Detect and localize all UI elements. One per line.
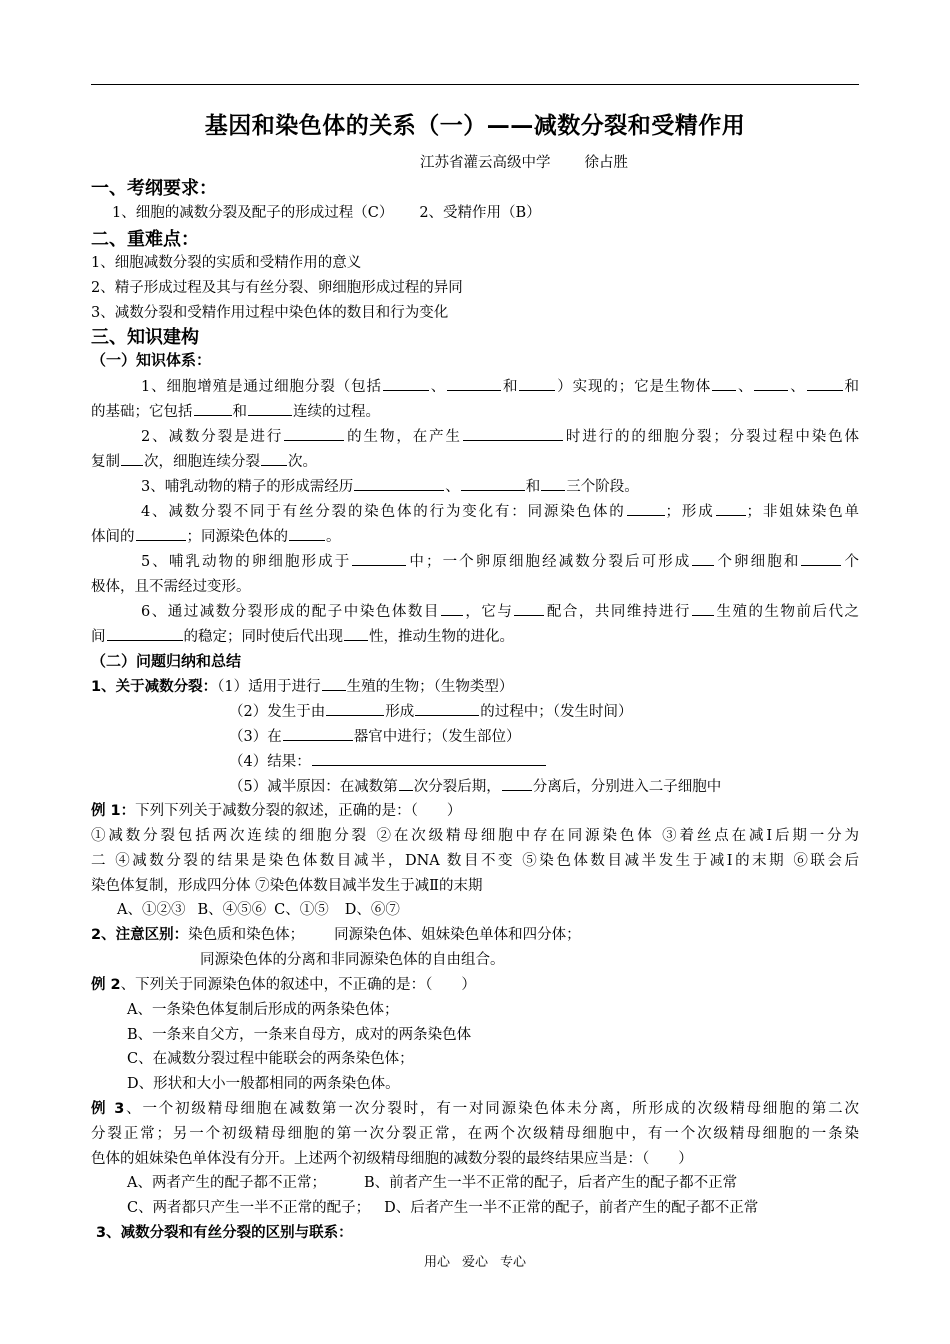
subsection-heading: （二）问题归纳和总结 — [91, 652, 242, 670]
fill-blank — [692, 551, 714, 566]
footer-text: 爱心 — [461, 1255, 488, 1270]
keypoint-item: 1、细胞减数分裂的实质和受精作用的意义 — [91, 255, 362, 271]
text: 三个阶段。 — [566, 479, 639, 495]
paragraph-1-line-2 — [91, 400, 380, 421]
fill-blank — [541, 476, 565, 491]
fill-blank — [283, 726, 353, 741]
footer-text: 专心 — [500, 1255, 527, 1270]
text: 配合，共同维持进行 — [545, 604, 691, 620]
text: 生殖的生物；（生物类型） — [346, 679, 514, 695]
fill-blank — [344, 626, 368, 641]
text: ；形成 — [665, 504, 715, 520]
question-label: 1、关于减数分裂： — [91, 679, 218, 695]
text: 中；一个卵原细胞经减数分裂后可形成 — [407, 554, 692, 570]
text: 5、哺乳动物的卵细胞形成于 — [141, 554, 352, 570]
example-1-line-1: ①减数分裂包括两次连续的细胞分裂 ②在次级精母细胞中存在同源染色体 ③着丝点在减Ⅰ后期一分为 — [91, 828, 859, 844]
example-label: 例 2 — [91, 977, 121, 993]
paragraph-5-line-2: 极体，且不需经过变形。 — [91, 579, 251, 595]
fill-blank — [289, 526, 325, 541]
fill-blank — [712, 376, 736, 391]
question-label: 2、注意区别： — [91, 927, 189, 943]
paragraph-4-line-2 — [91, 525, 341, 546]
option: D、后者产生一半不正常的配子，前者产生的配子都不正常 — [384, 1200, 759, 1216]
example-3-line-2: 分裂正常；另一个初级精母细胞的第一次分裂正常，在两个次级精母细胞中，有一个次级精母细胞的一条染 — [91, 1126, 859, 1142]
fill-blank — [415, 701, 479, 716]
author-school: 江苏省灌云高级中学 — [420, 155, 551, 171]
text: 同源染色体、姐妹染色单体和四分体； — [334, 927, 581, 943]
option: A、两者产生的配子都不正常； — [127, 1175, 326, 1191]
example-1-line-2: 二 ④减数分裂的结果是染色体数目减半，DNA 数目不变 ⑤染色体数目减半发生于减Ⅰ的末期 ⑥联会后 — [91, 853, 859, 869]
fill-blank — [107, 626, 183, 641]
example-label: 例 3 — [91, 1101, 125, 1117]
text: 间 — [91, 629, 106, 645]
fill-blank — [352, 551, 406, 566]
option: B、④⑤⑥ — [197, 902, 267, 918]
question-1-item-4 — [229, 750, 547, 771]
text: 和 — [525, 479, 541, 495]
keypoint-item: 2、精子形成过程及其与有丝分裂、卵细胞形成过程的异同 — [91, 280, 463, 296]
example-2-option: B、一条来自父方，一条来自母方，成对的两条染色体 — [127, 1027, 472, 1043]
text: 的基础；它包括 — [91, 404, 193, 420]
author-line — [420, 151, 628, 172]
paragraph-2-line-2 — [91, 450, 317, 471]
text: 形成 — [385, 704, 415, 720]
fill-blank — [461, 476, 525, 491]
text: ）实现的；它是生物体 — [556, 379, 712, 395]
fill-blank — [627, 501, 665, 516]
paragraph-3 — [141, 475, 639, 496]
paragraph-5-line-1 — [91, 550, 859, 571]
example-1-options — [117, 898, 400, 919]
text: 。 — [326, 529, 341, 545]
text: 个 — [842, 554, 859, 570]
text: 3、哺乳动物的精子的形成需经历 — [141, 479, 354, 495]
paragraph-2-line-1 — [91, 425, 859, 446]
text: 、 — [737, 379, 754, 395]
text: （4）结果： — [229, 754, 311, 770]
paragraph-6-line-2 — [91, 625, 514, 646]
text: 2、减数分裂是进行 — [141, 429, 284, 445]
text: （5）减半原因：在减数第 — [229, 779, 398, 795]
example-3-options-cd — [127, 1196, 758, 1217]
fill-blank — [312, 751, 546, 766]
fill-blank — [322, 676, 346, 691]
example-1-stem — [91, 799, 461, 820]
fill-blank — [326, 701, 384, 716]
text: 器官中进行；（发生部位） — [353, 729, 521, 745]
text: 复制 — [91, 454, 120, 470]
section-heading-keypoints: 二、重难点： — [91, 229, 199, 250]
header-rule — [91, 84, 859, 85]
text: 的生物，在产生 — [345, 429, 462, 445]
option: B、前者产生一半不正常的配子，后者产生的配子都不正常 — [363, 1175, 738, 1191]
option: C、两者都只产生一半不正常的配子； — [127, 1200, 371, 1216]
paragraph-1-line-1 — [91, 375, 859, 396]
fill-blank — [447, 376, 501, 391]
text: 分离后，分别进入二子细胞中 — [532, 779, 722, 795]
text: 下列下列关于减数分裂的叙述，正确的是：（ ） — [135, 803, 462, 819]
text: 次分裂后期， — [413, 779, 501, 795]
option: A、①②③ — [117, 902, 186, 918]
question-2-line-2: 同源染色体的分离和非同源染色体的自由组合。 — [200, 952, 505, 968]
example-2-option: A、一条染色体复制后形成的两条染色体； — [127, 1002, 399, 1018]
text: 的过程中；（发生时间） — [480, 704, 633, 720]
fill-blank — [716, 501, 746, 516]
question-1-line-1 — [91, 675, 513, 696]
text: 生殖的生物前后代之 — [714, 604, 859, 620]
footer-text: 用心 — [423, 1255, 450, 1270]
fill-blank — [354, 476, 444, 491]
fill-blank — [194, 401, 232, 416]
fill-blank — [383, 376, 429, 391]
section-heading-knowledge: 三、知识建构 — [91, 327, 199, 348]
fill-blank — [399, 776, 413, 791]
example-3-line-1 — [91, 1097, 859, 1118]
subsection-heading: （一）知识体系： — [91, 351, 212, 369]
text: 次，细胞连续分裂 — [144, 454, 260, 470]
example-3-options-ab — [127, 1171, 737, 1192]
text: 和 — [502, 379, 519, 395]
page-title: 基因和染色体的关系（一）——减数分裂和受精作用 — [204, 113, 746, 139]
text: 、 — [445, 479, 460, 495]
text: ；非姐妹染色单 — [746, 504, 859, 520]
fill-blank — [463, 426, 563, 441]
option: D、⑥⑦ — [344, 902, 400, 918]
text: 染色质和染色体； — [188, 927, 305, 943]
question-3-heading: 3、减数分裂和有丝分裂的区别与联系： — [96, 1225, 353, 1241]
example-1-line-3: 染色体复制，形成四分体 ⑦染色体数目减半发生于减Ⅱ的末期 — [91, 878, 483, 894]
text: （3）在 — [229, 729, 282, 745]
text: 的稳定；同时使后代出现 — [183, 629, 343, 645]
fill-blank — [807, 376, 843, 391]
fill-blank — [801, 551, 841, 566]
option: C、①⑤ — [274, 902, 329, 918]
fill-blank — [514, 601, 544, 616]
page-footer — [0, 1251, 950, 1270]
text: 、 — [789, 379, 806, 395]
paragraph-4-line-1 — [91, 500, 859, 521]
fill-blank — [248, 401, 292, 416]
fill-blank — [502, 776, 532, 791]
fill-blank — [136, 526, 186, 541]
paragraph-6-line-1 — [91, 600, 859, 621]
fill-blank — [121, 451, 143, 466]
section-heading-syllabus: 一、考纲要求： — [91, 178, 217, 199]
text: ；同源染色体的 — [186, 529, 288, 545]
syllabus-item: 1、细胞的减数分裂及配子的形成过程（C） — [112, 205, 394, 221]
text: 次。 — [288, 454, 317, 470]
text: 性，推动生物的进化。 — [369, 629, 514, 645]
fill-blank — [441, 601, 463, 616]
question-1-item-5 — [229, 775, 721, 796]
text: 6、通过减数分裂形成的配子中染色体数目 — [141, 604, 440, 620]
syllabus-items — [112, 201, 541, 222]
question-2-line-1 — [91, 923, 581, 944]
text: （2）发生于由 — [229, 704, 326, 720]
text: 4、减数分裂不同于有丝分裂的染色体的行为变化有：同源染色体的 — [141, 504, 626, 520]
example-2-stem — [91, 973, 476, 994]
fill-blank — [754, 376, 788, 391]
syllabus-item: 2、受精作用（B） — [419, 205, 541, 221]
example-3-line-3: 色体的姐妹染色单体没有分开。上述两个初级精母细胞的减数分裂的最终结果应当是：（ ） — [91, 1151, 693, 1167]
text: 连续的过程。 — [293, 404, 380, 420]
question-1-item-3 — [229, 725, 520, 746]
fill-blank — [692, 601, 714, 616]
text: 和 — [232, 404, 247, 420]
text: 时进行的的细胞分裂；分裂过程中染色体 — [563, 429, 859, 445]
example-2-option: C、在减数分裂过程中能联会的两条染色体； — [127, 1051, 414, 1067]
text: 体间的 — [91, 529, 135, 545]
text: ，它与 — [463, 604, 514, 620]
keypoint-item: 3、减数分裂和受精作用过程中染色体的数目和行为变化 — [91, 305, 449, 321]
text: 个卵细胞和 — [715, 554, 801, 570]
fill-blank — [519, 376, 555, 391]
author-name: 徐占胜 — [584, 155, 628, 171]
text: 和 — [843, 379, 860, 395]
text: 、下列关于同源染色体的叙述中，不正确的是：（ ） — [120, 977, 476, 993]
text: 、一个初级精母细胞在减数第一次分裂时，有一对同源染色体未分离，所形成的次级精母细胞的第二次 — [124, 1101, 859, 1117]
text: 、 — [429, 379, 447, 395]
fill-blank — [284, 426, 344, 441]
question-1-item-2 — [229, 700, 632, 721]
text: 1、细胞增殖是通过细胞分裂（包括 — [141, 379, 382, 395]
fill-blank — [261, 451, 287, 466]
example-2-option: D、形状和大小一般都相同的两条染色体。 — [127, 1076, 400, 1092]
example-label: 例 1： — [91, 803, 136, 819]
text: （1）适用于进行 — [217, 679, 321, 695]
